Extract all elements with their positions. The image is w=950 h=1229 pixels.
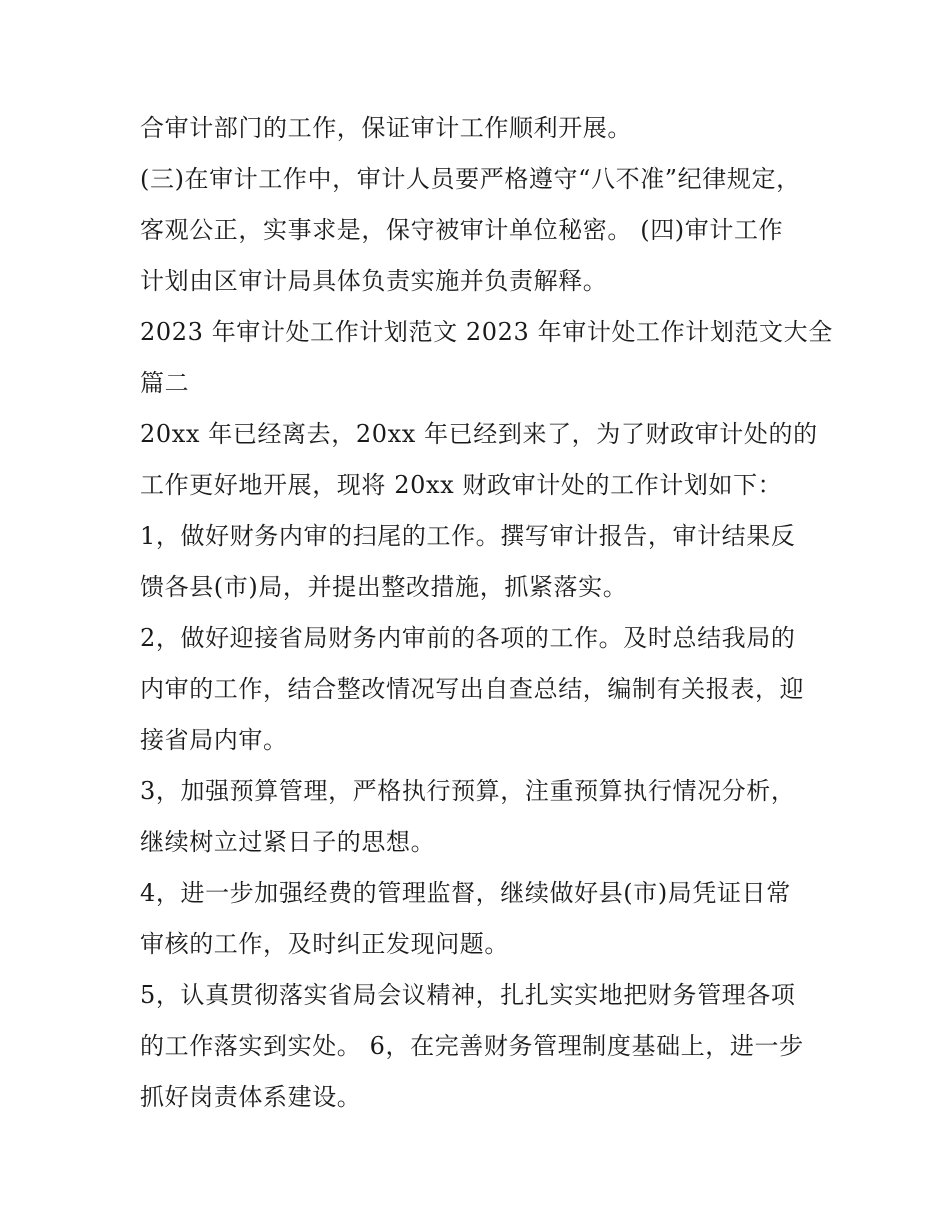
list-item-continuation: 审核的工作，及时纠正发现问题。 [140, 930, 509, 958]
list-item: 4，进一步加强经费的管理监督，继续做好县(市)局凭证日常 [140, 879, 791, 907]
text-line: 20xx 年已经离去，20xx 年已经到来了，为了财政审计处的的 [140, 420, 818, 448]
list-item-continuation: 继续树立过紧日子的思想。 [140, 828, 436, 856]
list-item: 5，认真贯彻落实省局会议精神，扎扎实实地把财务管理各项 [140, 981, 796, 1009]
list-item: 3，加强预算管理，严格执行预算，注重预算执行情况分析， [140, 777, 796, 805]
list-item: 2，做好迎接省局财务内审前的各项的工作。及时总结我局的 [140, 624, 796, 652]
list-item-continuation: 馈各县(市)局，并提出整改措施，抓紧落实。 [140, 573, 628, 601]
section-heading-suffix: 篇二 [140, 369, 190, 397]
list-item-continuation: 内审的工作，结合整改情况写出自查总结，编制有关报表，迎 [140, 675, 805, 703]
list-item: 1，做好财务内审的扫尾的工作。撰写审计报告，审计结果反 [140, 522, 796, 550]
text-line: 工作更好地开展，现将 20xx 财政审计处的工作计划如下： [140, 471, 783, 499]
text-line: 计划由区审计局具体负责实施并负责解释。 [140, 267, 608, 295]
list-item-continuation: 抓好岗责体系建设。 [140, 1083, 362, 1111]
text-line: (三)在审计工作中，审计人员要严格遵守“八不准”纪律规定， [140, 165, 801, 193]
list-item-continuation: 接省局内审。 [140, 726, 288, 754]
text-line: 合审计部门的工作，保证审计工作顺利开展。 [140, 114, 632, 142]
section-heading: 2023 年审计处工作计划范文 2023 年审计处工作计划范文大全 [140, 318, 833, 346]
text-line: 客观公正，实事求是，保守被审计单位秘密。 (四)审计工作 [140, 216, 784, 244]
list-item-continuation: 的工作落实到实处。 6，在完善财务管理制度基础上，进一步 [140, 1032, 804, 1060]
